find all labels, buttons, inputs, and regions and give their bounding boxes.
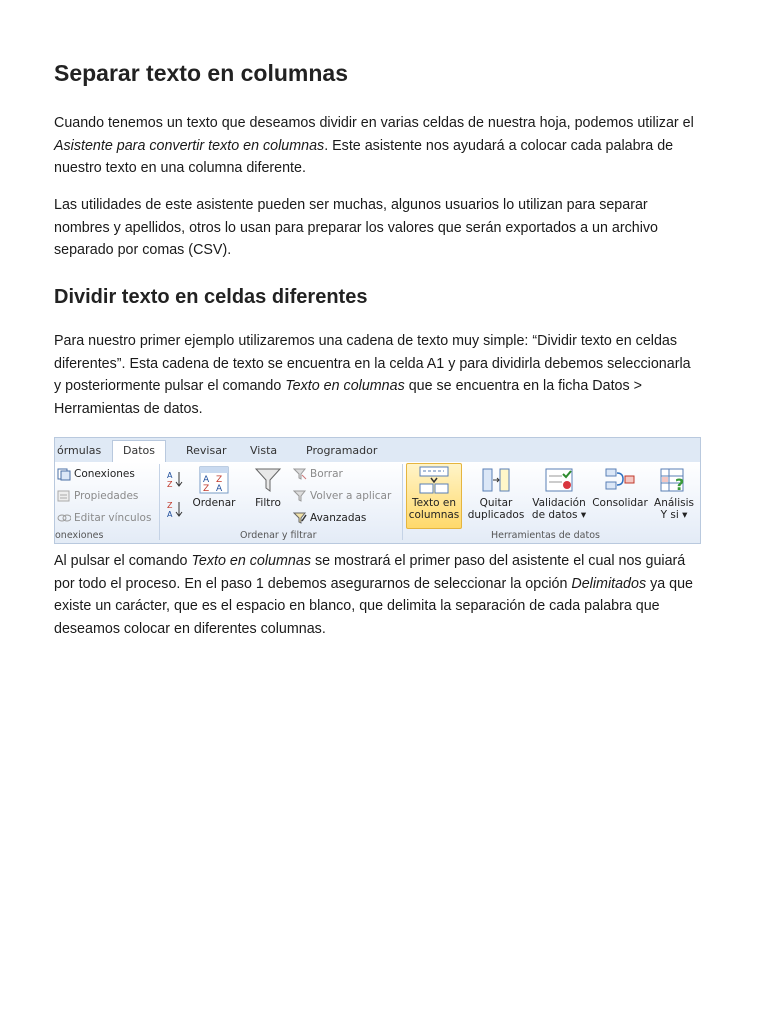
example-emphasis: Texto en columnas <box>285 378 405 395</box>
data-tools-group-label: Herramientas de datos <box>491 530 600 541</box>
svg-text:Z: Z <box>203 484 210 494</box>
reapply-button[interactable] <box>293 488 391 504</box>
after-line-1 <box>54 550 718 573</box>
what-if-icon <box>659 466 689 494</box>
svg-text:A: A <box>167 471 173 480</box>
sort-button[interactable] <box>190 466 238 509</box>
sort-dialog-icon <box>199 466 229 494</box>
intro-paragraph <box>54 112 718 180</box>
example-paragraph <box>54 330 718 421</box>
clear-filter-label: Borrar <box>310 468 343 480</box>
after-paragraph <box>54 550 718 641</box>
after-line-2-start: por todo el proceso. En el paso 1 debemos asegurarnos de seleccionar la opción <box>54 575 572 592</box>
tab-formulas[interactable]: órmulas <box>57 444 102 457</box>
edit-links-label: Editar vínculos <box>74 512 152 524</box>
intro-line-3: nuestro texto en una columna diferente. <box>54 160 306 177</box>
svg-text:Z: Z <box>167 480 173 488</box>
sort-az-button[interactable] <box>167 470 185 491</box>
remove-duplicates-button[interactable] <box>465 466 527 521</box>
what-if-analysis-button[interactable] <box>649 466 699 521</box>
section-title: Dividir texto en celdas diferentes <box>54 286 368 308</box>
ribbon-tab-bar <box>55 438 700 463</box>
properties-icon <box>57 489 71 503</box>
svg-text:A: A <box>167 510 173 518</box>
group-divider <box>402 464 403 540</box>
tab-datos[interactable]: Datos <box>112 440 166 462</box>
page-title: Separar texto en columnas <box>54 60 348 86</box>
advanced-filter-label: Avanzadas <box>310 512 367 524</box>
example-line-3-end: que se encuentra en la ficha Datos > <box>404 378 642 395</box>
example-line-1: Para nuestro primer ejemplo utilizaremos una cadena de texto muy simple: “Dividir texto en celdas <box>54 333 677 349</box>
example-line-3 <box>54 375 718 398</box>
funnel-icon <box>253 466 283 494</box>
reapply-icon <box>293 489 307 503</box>
after-emphasis-2: Delimitados <box>571 575 647 592</box>
after-line-3: existe un carácter, que es el espacio en blanco, que delimita la separación de cada palabra que <box>54 598 660 615</box>
clear-filter-button[interactable] <box>293 466 343 482</box>
sort-za-icon <box>167 500 185 518</box>
consolidate-icon <box>605 466 635 494</box>
edit-links-button[interactable] <box>57 510 151 526</box>
advanced-filter-button[interactable] <box>293 510 366 526</box>
uses-paragraph <box>54 194 718 262</box>
sort-az-icon <box>167 470 185 488</box>
data-validation-button[interactable] <box>529 466 589 521</box>
connections-group-label: onexiones <box>55 530 104 541</box>
sort-za-button[interactable] <box>167 500 185 521</box>
intro-line-2 <box>54 135 718 158</box>
connections-icon <box>57 467 71 481</box>
consolidate-button[interactable] <box>591 466 649 509</box>
text-to-columns-label-2: columnas <box>408 509 460 521</box>
after-line-4: deseamos colocar en diferentes columnas. <box>54 621 326 638</box>
advanced-filter-icon <box>293 511 307 525</box>
after-line-1-end: se mostrará el primer paso del asistente el cual nos guiará <box>310 553 686 569</box>
svg-text:A: A <box>203 475 210 485</box>
example-line-3-start: y posteriormente pulsar el comando <box>54 378 286 395</box>
link-icon <box>57 511 71 525</box>
tab-vista[interactable]: Vista <box>250 444 278 457</box>
filter-label: Filtro <box>255 497 281 509</box>
data-validation-label-2: de datos ▾ <box>531 509 587 521</box>
data-validation-label-1: Validación <box>532 497 586 509</box>
tab-programador[interactable]: Programador <box>306 444 378 457</box>
group-divider <box>159 464 160 540</box>
uses-line-1: Las utilidades de este asistente pueden ser muchas, algunos usuarios lo utilizan para separar <box>54 197 648 213</box>
sort-label: Ordenar <box>192 497 236 509</box>
properties-label: Propiedades <box>74 490 139 502</box>
remove-duplicates-label-2: duplicados <box>467 509 525 521</box>
properties-button[interactable] <box>57 488 138 504</box>
connections-button[interactable] <box>57 466 135 482</box>
filter-button[interactable] <box>247 466 289 509</box>
sort-filter-group-label: Ordenar y filtrar <box>240 530 317 541</box>
text-to-columns-icon <box>419 466 449 494</box>
ribbon-body <box>55 462 700 544</box>
svg-text:Z: Z <box>216 475 223 485</box>
clear-filter-icon <box>293 467 307 481</box>
intro-line-1: Cuando tenemos un texto que deseamos dividir en varias celdas de nuestra hoja, podemos utilizar el <box>54 115 694 131</box>
text-to-columns-label-1: Texto en <box>411 497 457 509</box>
svg-text:A: A <box>216 484 223 494</box>
data-validation-icon <box>544 466 574 494</box>
after-line-2 <box>54 573 718 596</box>
what-if-label-2: Y si ▾ <box>660 509 688 521</box>
excel-ribbon-screenshot <box>54 437 701 544</box>
remove-duplicates-icon <box>481 466 511 494</box>
uses-line-2: nombres y apellidos, otros lo usan para preparar los valores que serán exportados a un archivo <box>54 219 658 236</box>
after-emphasis-1: Texto en columnas <box>191 553 311 569</box>
intro-line-2-rest: . Este asistente nos ayudará a colocar cada palabra de <box>324 137 674 154</box>
svg-text:Z: Z <box>167 501 173 510</box>
connections-label: Conexiones <box>74 468 135 480</box>
after-line-2-end: ya que <box>646 575 694 592</box>
reapply-label: Volver a aplicar <box>310 490 392 502</box>
tab-revisar[interactable]: Revisar <box>186 444 227 457</box>
what-if-label-1: Análisis <box>654 497 694 509</box>
example-line-4: Herramientas de datos. <box>54 401 203 418</box>
remove-duplicates-label-1: Quitar <box>479 497 513 509</box>
example-line-2: diferentes”. Esta cadena de texto se encuentra en la celda A1 y para dividirla debemos seleccionarla <box>54 355 691 372</box>
text-to-columns-button[interactable] <box>407 466 461 521</box>
intro-emphasis: Asistente para convertir texto en columnas <box>54 137 325 154</box>
after-line-1-start: Al pulsar el comando <box>54 553 192 569</box>
consolidate-label: Consolidar <box>592 497 648 509</box>
svg-text:?: ? <box>675 475 685 494</box>
uses-line-3: separado por comas (CSV). <box>54 242 232 259</box>
